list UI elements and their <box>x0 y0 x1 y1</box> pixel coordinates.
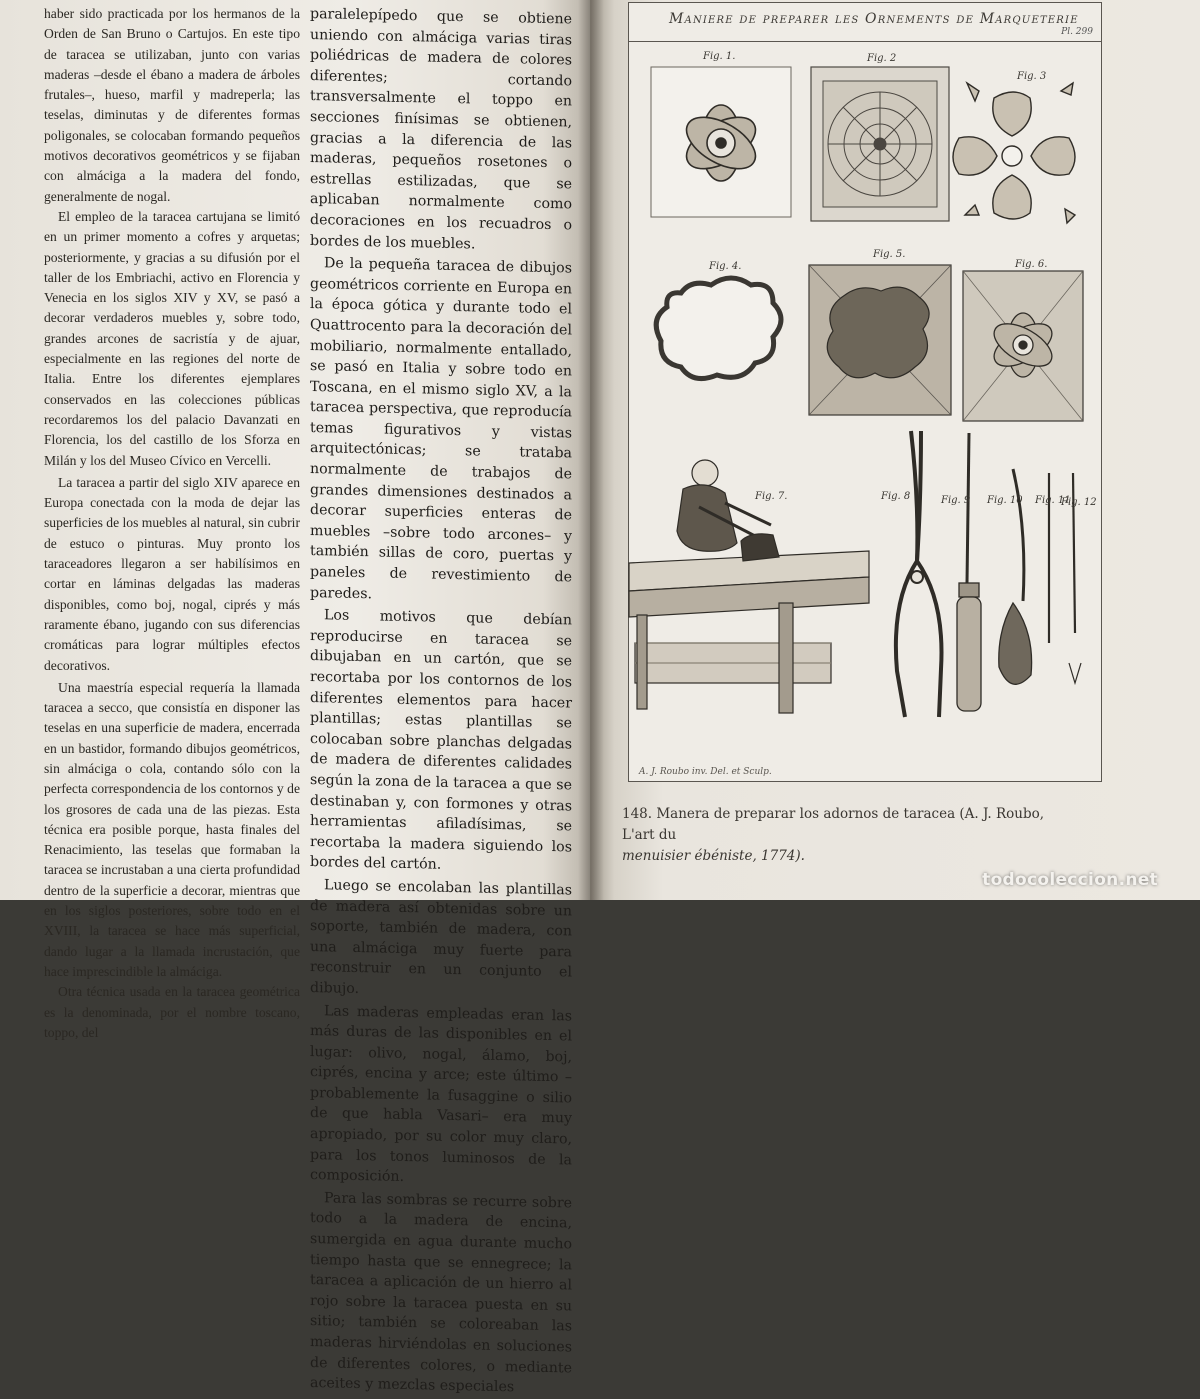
engraving-plate <box>628 2 1102 782</box>
left-paragraph-5: Otra técnica usada en la taracea geométrica es la denominada, por el nombre toscano, toppo, del <box>44 984 300 1040</box>
fig5-label: Fig. 5. <box>873 249 906 260</box>
plate-title: Maniere de preparer les Ornements de Marqueterie <box>669 11 1079 27</box>
figure-caption <box>622 804 1062 867</box>
caption-text-continued: menuisier ébéniste, 1774). <box>622 848 805 864</box>
fig6-label: Fig. 6. <box>1015 259 1048 270</box>
fig8-pincers-illustration <box>896 431 942 717</box>
fig1-label: Fig. 1. <box>703 51 736 62</box>
right-paragraph-6: Para las sombras se recurre sobre todo a la madera de encina, sumergida en agua durante mucho tiempo hasta que se ennegrece; la taracea a aplicación de un hierro al rojo sobre la taracea puesta en su sitio; también se coloreaban las maderas hirviéndolas en soluciones de diferentes colores, o mediante aceites y mezclas especiales <box>310 1190 572 1396</box>
fig2-label: Fig. 2 <box>867 53 897 64</box>
engraver-credit: A. J. Roubo inv. Del. et Sculp. <box>639 767 772 777</box>
fig1-rosette-illustration <box>651 67 791 217</box>
fig8-label: Fig. 8 <box>881 491 911 502</box>
fig4-label: Fig. 4. <box>709 261 742 272</box>
fig3-label: Fig. 3 <box>1017 71 1047 82</box>
left-page <box>0 0 590 1396</box>
right-text-column <box>310 4 572 1399</box>
right-paragraph-3: Los motivos que debían reproducirse en taracea se dibujaban en un cartón, que se recortaba por los contornos de los diferentes elementos para hacer plantillas; estas plantillas se colocaban sobre planchas delgadas de madera de diferentes calidades según la zona de la taracea a que se destinaban y, con formones y otras herramientas afiladísimas, se recortaba la madera siguiendo los bordes del cartón. <box>310 607 572 874</box>
fig6-inlaid-rosette-illustration <box>963 271 1083 421</box>
left-paragraph-1: haber sido practicada por los hermanos de la Orden de San Bruno o Cartujos. En este tipo de taracea se utilizaban, junto con varias maderas –desde el ébano a madera de árboles frutales–, hueso, marfil y madreperla; las teselas, diminutas y de diferentes formas poligonales, se colocaban formando pequeños motivos decorativos geométricos y se fijaban con almáciga a la madera del fondo, generalmente de nogal. <box>44 6 300 204</box>
fig3-exploded-rosette-illustration <box>953 83 1075 223</box>
caption-number: 148. <box>622 806 653 822</box>
caption-text: Manera de preparar los adornos de taracea (A. J. Roubo, L'art du <box>622 806 1045 843</box>
right-paragraph-1: paralelepípedo que se obtiene uniendo con almáciga varias tiras poliédricas de madera de colores diferentes; cortando transversalmente el toppo en secciones finísimas se obtienen, gracias a la diferencia de las maderas, pequeños rosetones o estrellas estilizadas, que se aplicaban normalmente como decoraciones en los recuadros o bordes de los muebles. <box>310 6 572 252</box>
fig9-awl-illustration <box>957 433 981 711</box>
plate-illustrations <box>629 3 1101 781</box>
fig11-label: Fig. 11 <box>1035 495 1071 506</box>
left-text-column <box>44 4 300 1043</box>
right-paragraph-2: De la pequeña taracea de dibujos geométricos corriente en Europa en la época gótica y durante todo el Quattrocento para la decoración del mobiliario, normalmente entallado, se pasó en Italia y sobre todo en Toscana, en el mismo siglo XV, a la taracea perspectiva, que reproducía temas figurativos y vistas arquitectónicas; se trataba normalmente de trabajos de grandes dimensiones destinados a decorar superficies enteras de muebles –sobre todo arcones– y también sillas de coro, puertas y paneles de revestimiento de paredes. <box>310 255 572 602</box>
left-paragraph-2: El empleo de la taracea cartujana se limitó en un primer momento a cofres y arquetas; posteriormente, y gracias a su difusión por el taller de los Embriachi, activo en Florencia y Venecia en los siglos XIV y XV, se pasó a decorar verdaderos muebles y, sobre todo, grandes arcones de sacristía y de ajuar, especialmente en las regiones del norte de Italia. Entre los diferentes ejemplares conservados en las colecciones públicas recordaremos los del palacio Davanzati en Florencia, los del castillo de los Sforza en Milán y los del Museo Cívico en Vercelli. <box>44 208 300 468</box>
left-paragraph-3: La taracea a partir del siglo XIV aparece en Europa conectada con la moda de dejar las superficies de los muebles al natural, sin cubrir de estuco o pinturas. Muy pronto los taraceadores llegaron a ser habilísimos en cortar en láminas delgadas las maderas disponibles, como boj, nogal, ciprés y más raramente ébano, jugando con sus diferencias cromáticas para lograr múltiples efectos decorativos. <box>44 474 300 673</box>
fig2-geometric-illustration <box>811 67 949 221</box>
fig9-label: Fig. 9 <box>941 495 971 506</box>
fig7-craftsman-illustration <box>629 460 869 713</box>
fig10-label: Fig. 10 <box>987 495 1023 506</box>
fig5-cutout-illustration <box>809 265 951 415</box>
plate-number: Pl. 299 <box>1061 27 1093 37</box>
left-paragraph-4: Una maestría especial requería la llamada taracea a secco, que consistía en disponer las teselas en una superficie de madera, encerrada en un bastidor, formando dibujos geométricos, sin almáciga o cola, contando sólo con la perfecta correspondencia de los contornos y de los grosores de cada una de las piezas. Esta técnica era posible porque, hasta finales del Renacimiento, las teselas que formaban la taracea se incrustaban a una cierta profundidad dentro de la superficie a decorar, mientras que en los siglos posteriores, sobre todo en el XVIII, la taracea se hace más superficial, dando lugar a la llamada incrustación, que hace imprescindible la almáciga. <box>44 679 300 979</box>
watermark-logo: todocoleccion.net <box>982 870 1158 890</box>
fig12-label: Fig. 12 <box>1061 497 1097 508</box>
book-gutter <box>578 0 604 900</box>
fig4-outline-illustration <box>656 278 781 379</box>
right-paragraph-5: Las maderas empleadas eran las más duras de las disponibles en el lugar: olivo, nogal, álamo, boj, ciprés, encina y arce; este último –probablemente la fusaggine o silio de que habla Vasari– era muy apropiado, por su color muy claro, para los tonos luminosos de la composición. <box>310 1002 572 1186</box>
right-paragraph-4: Luego se encolaban las plantillas de madera así obtenidas sobre un soporte, también de madera, con una almáciga muy fuerte para reconstruir en un conjunto el dibujo. <box>310 877 572 997</box>
fig7-label: Fig. 7. <box>755 491 788 502</box>
